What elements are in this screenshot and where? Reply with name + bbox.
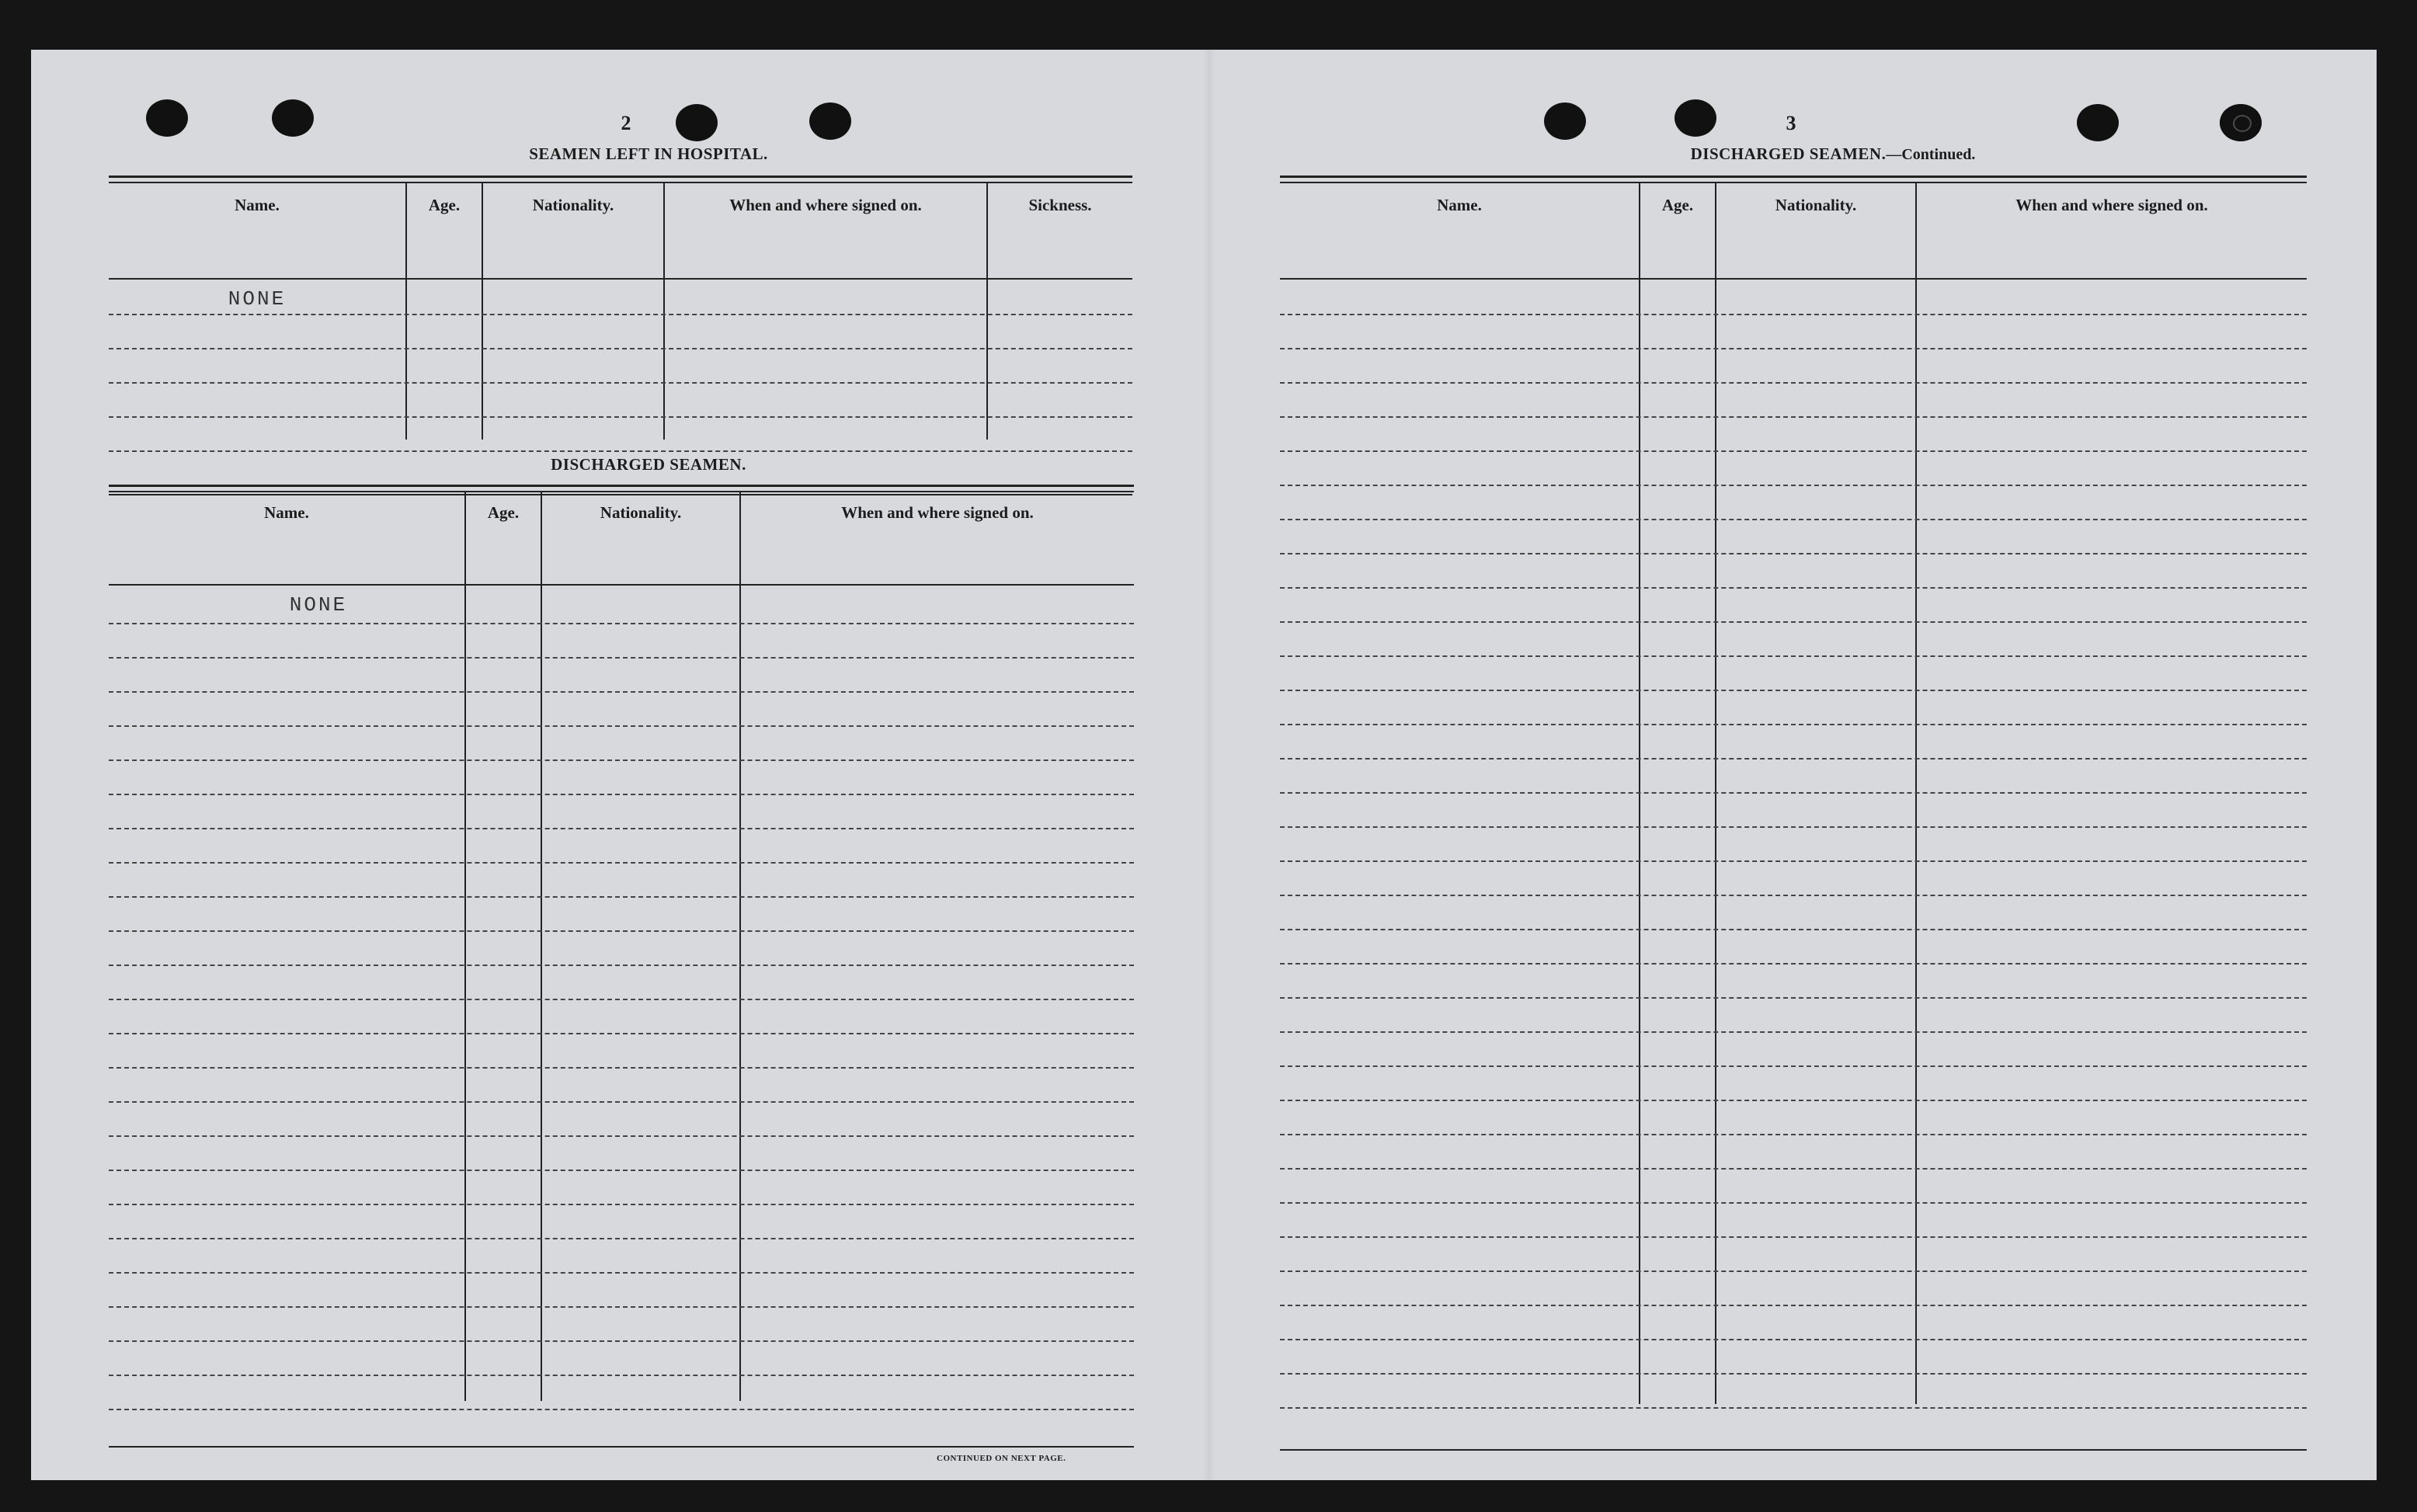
ruled-line: [1280, 758, 2307, 759]
ruled-line: [109, 1067, 1134, 1069]
continued-footnote: CONTINUED ON NEXT PAGE.: [937, 1454, 1066, 1463]
ruled-line: [109, 348, 1132, 349]
punch-hole: [2077, 104, 2119, 141]
ruled-line: [1280, 1100, 2307, 1101]
ruled-line: [109, 896, 1134, 898]
ruled-line: [109, 657, 1134, 659]
ruled-line: [1280, 553, 2307, 554]
table-top-rule: [109, 491, 1134, 492]
ruled-line: [109, 965, 1134, 966]
ruled-line: [109, 1033, 1134, 1034]
ruled-line: [1280, 450, 2307, 452]
column-divider: [541, 491, 542, 1401]
column-header-signed-on: When and where signed on.: [2015, 196, 2208, 214]
section-title-text: DISCHARGED SEAMEN.: [1690, 144, 1887, 163]
column-header-name: Name.: [235, 196, 280, 214]
ruled-line: [1280, 1373, 2307, 1375]
punch-hole: [146, 99, 188, 137]
ruled-line: [1280, 1407, 2307, 1409]
page-number-left: 2: [621, 112, 631, 134]
column-divider: [482, 182, 483, 440]
ruled-line: [1280, 963, 2307, 965]
ruled-line: [109, 759, 1134, 761]
ruled-line: [109, 623, 1134, 624]
ruled-line: [109, 1170, 1134, 1171]
column-header-signed-on: When and where signed on.: [841, 503, 1034, 522]
column-divider: [405, 182, 407, 440]
column-header-nationality: Nationality.: [600, 503, 682, 522]
ruled-line: [109, 1101, 1134, 1103]
ruled-line: [109, 691, 1134, 693]
typed-entry-none: NONE: [289, 593, 348, 617]
ruled-line: [109, 1340, 1134, 1342]
ruled-line: [1280, 1236, 2307, 1238]
ruled-line: [1280, 860, 2307, 862]
punch-hole: [676, 104, 718, 141]
ruled-line: [1280, 826, 2307, 828]
header-underline: [109, 278, 1132, 280]
header-underline: [1280, 278, 2307, 280]
ruled-line: [109, 862, 1134, 864]
ruled-line: [109, 450, 1132, 452]
punch-hole: [1544, 103, 1586, 140]
ruled-line: [1280, 655, 2307, 657]
ruled-line: [109, 930, 1134, 932]
ruled-line: [109, 1238, 1134, 1239]
ruled-line: [109, 314, 1132, 315]
section-title-discharged: DISCHARGED SEAMEN.: [551, 455, 746, 474]
section-title-suffix: —Continued.: [1886, 146, 1976, 163]
column-divider: [739, 491, 741, 1401]
ruled-line: [109, 382, 1132, 384]
table-top-rule: [1280, 176, 2307, 178]
ruled-line: [1280, 1270, 2307, 1272]
column-header-nationality: Nationality.: [532, 196, 614, 214]
ruled-line: [109, 1272, 1134, 1274]
section-title-discharged-continued: [1507, 144, 2159, 164]
column-divider: [986, 182, 988, 440]
column-header-sickness: Sickness.: [1028, 196, 1092, 214]
ruled-line: [109, 999, 1134, 1000]
header-underline: [109, 584, 1134, 586]
ruled-line: [1280, 485, 2307, 486]
ruled-line: [1280, 1339, 2307, 1340]
ruled-line: [109, 1306, 1134, 1308]
column-header-age: Age.: [487, 503, 520, 522]
ruled-line: [1280, 792, 2307, 794]
punch-hole: [1675, 99, 1716, 137]
section-title-hospital: SEAMEN LEFT IN HOSPITAL.: [529, 144, 768, 163]
column-header-age: Age.: [428, 196, 461, 214]
table-bottom-rule: [109, 1446, 1134, 1448]
column-header-nationality: Nationality.: [1775, 196, 1857, 214]
ruled-line: [1280, 314, 2307, 315]
ruled-line: [109, 1375, 1134, 1376]
table-bottom-rule: [1280, 1449, 2307, 1451]
center-fold: [1204, 50, 1215, 1480]
ruled-line: [1280, 416, 2307, 418]
punch-hole: [272, 99, 314, 137]
ruled-line: [1280, 1305, 2307, 1306]
punch-hole: [2220, 104, 2262, 141]
page-number-right: 3: [1786, 112, 1796, 134]
ruled-line: [1280, 587, 2307, 589]
ruled-line: [109, 725, 1134, 727]
typed-entry-none: NONE: [228, 287, 287, 311]
column-divider: [464, 491, 466, 1401]
hospital-table: [109, 176, 1132, 494]
ruled-line: [109, 794, 1134, 795]
ruled-line: [1280, 348, 2307, 349]
discharged-table-left: [109, 485, 1134, 1448]
column-divider: [663, 182, 665, 440]
ruled-line: [1280, 1168, 2307, 1170]
ruled-line: [1280, 621, 2307, 623]
table-top-rule: [109, 176, 1132, 178]
column-header-signed-on: When and where signed on.: [729, 196, 922, 214]
table-top-rule: [1280, 182, 2307, 183]
ruled-line: [109, 416, 1132, 418]
ruled-line: [1280, 690, 2307, 691]
column-header-name: Name.: [1437, 196, 1482, 214]
ruled-line: [109, 1135, 1134, 1137]
column-header-name: Name.: [264, 503, 309, 522]
paper-sheet: [31, 50, 2377, 1480]
table-top-rule: [109, 485, 1134, 487]
discharged-table-right: [1280, 176, 2307, 1449]
ruled-line: [1280, 895, 2307, 896]
ruled-line: [1280, 519, 2307, 520]
ruled-line: [1280, 724, 2307, 725]
ruled-line: [109, 1204, 1134, 1205]
column-header-age: Age.: [1661, 196, 1694, 214]
ruled-line: [1280, 997, 2307, 999]
punch-hole: [809, 103, 851, 140]
ruled-line: [1280, 1134, 2307, 1135]
ruled-line: [109, 1409, 1134, 1410]
ruled-line: [1280, 1031, 2307, 1033]
ruled-line: [1280, 929, 2307, 930]
table-top-rule: [109, 182, 1132, 183]
ruled-line: [1280, 1202, 2307, 1204]
ruled-line: [109, 828, 1134, 829]
ruled-line: [1280, 382, 2307, 384]
ruled-line: [1280, 1065, 2307, 1067]
